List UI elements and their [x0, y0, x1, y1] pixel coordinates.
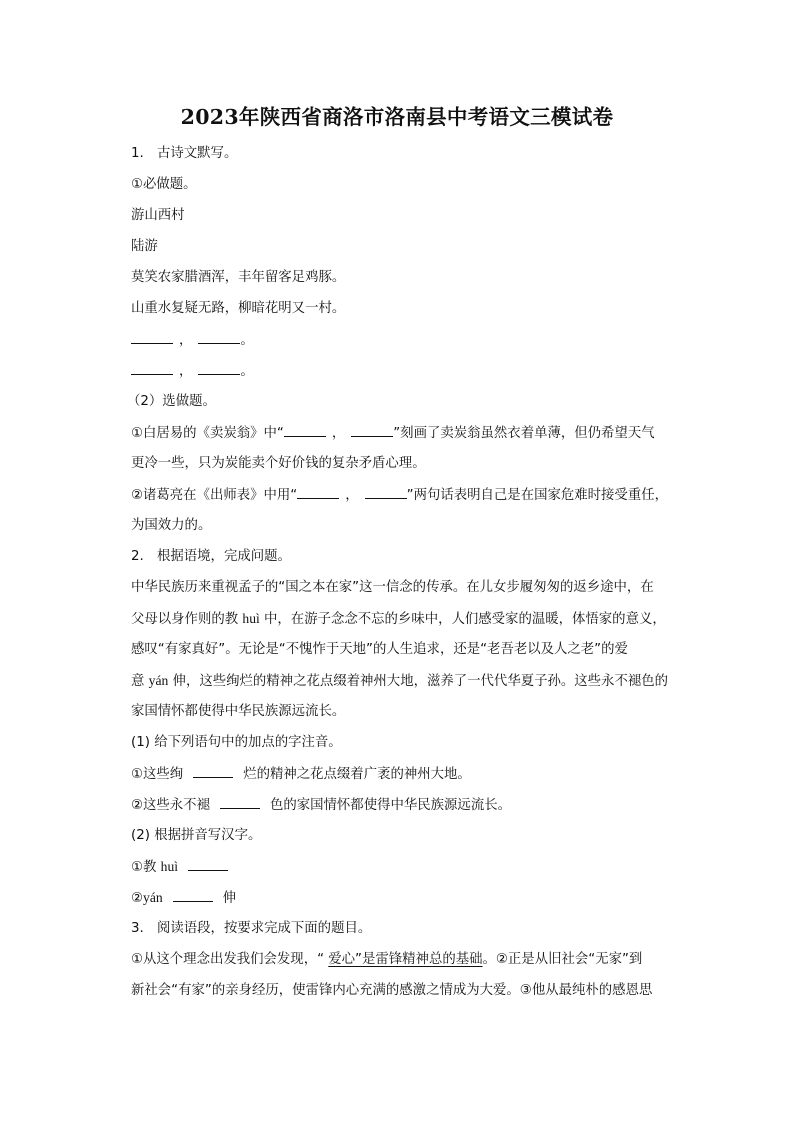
q2-para-2-a: 父母以身作则的教 [131, 612, 243, 627]
answer-blank[interactable] [193, 765, 233, 778]
sub2-b-pinyin: yán [143, 890, 163, 905]
answer-blank[interactable] [220, 796, 260, 809]
page-title: 2023年陕西省商洛市洛南县中考语文三模试卷 [180, 105, 614, 129]
pinyin-yan: yán [148, 673, 169, 688]
q2-sub2-b [131, 889, 236, 908]
q2-heading-text: 根据语境，完成问题。 [157, 549, 291, 564]
q2-para-2-b: 中，在游子念念不忘的乡味中，人们感受家的温暖，体悟家的意义， [259, 612, 666, 627]
answer-blank[interactable] [198, 331, 240, 344]
period: 。 [240, 333, 254, 348]
fill-row-2 [131, 362, 254, 381]
answer-blank[interactable] [365, 486, 407, 499]
q2-sub2-a [131, 858, 228, 877]
q2-para-4-b: 伸，这些绚烂的精神之花点缀着神州大地，滋养了一代代华夏子孙。这些永不褪色的 [168, 674, 669, 689]
answer-blank[interactable] [173, 889, 213, 902]
q2-sub1-a [131, 765, 471, 784]
sub1-a-post: 烂的精神之花点缀着广袤的神州大地。 [243, 767, 471, 782]
answer-blank[interactable] [198, 362, 240, 375]
q3-heading [131, 920, 371, 938]
item-b-pre: ②诸葛亮在《出师表》中用“ [131, 488, 298, 503]
q1-part1-label: ①必做题。 [131, 177, 197, 192]
comma: ， [331, 426, 346, 441]
q2-heading [131, 548, 291, 566]
q1-item-a [131, 424, 655, 443]
q3-line-1-b: 。②正是从旧社会“无家”到 [482, 952, 643, 967]
answer-blank[interactable] [188, 858, 228, 871]
answer-blank[interactable] [131, 331, 173, 344]
item-a-post: ”刻画了卖炭翁虽然衣着单薄，但仍希望天气 [393, 426, 655, 441]
comma: ， [345, 488, 359, 503]
q2-sub1-b [131, 796, 511, 815]
q1-item-b [131, 486, 668, 505]
q2-sub2-label: (2) 根据拼音写汉字。 [131, 828, 262, 843]
comma: ， [179, 364, 193, 379]
fill-row-1 [131, 331, 254, 350]
q3-line-1-a: ①从这个理念出发我们会发现，“ [131, 952, 329, 967]
q2-para-4-a: 意 [131, 674, 149, 689]
q2-para-4 [131, 672, 668, 691]
q2-para-5: 家国情怀都使得中华民族源远流长。 [131, 704, 346, 719]
q3-line-1 [131, 951, 642, 969]
item-b-post: ”两句话表明自己是在国家危难时接受重任， [406, 488, 668, 503]
poem-author: 陆游 [131, 239, 158, 254]
sub2-b-pre: ② [131, 891, 144, 906]
q2-sub1-label: (1) 给下列语句中的加点的字注音。 [131, 735, 342, 750]
q3-number: 3. [131, 921, 144, 936]
answer-blank[interactable] [131, 362, 173, 375]
q1-part2-label: （2）选做题。 [127, 394, 216, 409]
q1-heading [131, 145, 237, 163]
answer-blank[interactable] [284, 424, 326, 437]
q1-item-b-cont: 为国效力的。 [131, 518, 212, 533]
sub1-b-post: 色的家国情怀都使得中华民族源远流长。 [269, 798, 511, 813]
sub1-a-pre: ①这些绚 [131, 767, 184, 782]
answer-blank[interactable] [297, 486, 339, 499]
q3-heading-text: 阅读语段，按要求完成下面的题目。 [157, 921, 372, 936]
q2-para-3: 感叹“有家真好”。无论是“不愧怍于天地”的人生追求，还是“老吾老以及人之老”的爱 [131, 642, 628, 657]
q1-item-a-cont: 更冷一些，只为炭能卖个好价钱的复杂矛盾心理。 [131, 456, 426, 471]
q3-line-2: 新社会“有家”的亲身经历，使雷锋内心充满的感激之情成为大爱。③他从最纯朴的感恩思 [131, 983, 653, 998]
poem-line-2: 山重水复疑无路，柳暗花明又一村。 [131, 301, 346, 316]
comma: ， [179, 333, 193, 348]
q2-para-1: 中华民族历来重视孟子的“国之本在家”这一信念的传承。在儿女步履匆匆的返乡途中，在 [131, 580, 654, 595]
poem-line-1: 莫笑农家腊酒浑，丰年留客足鸡豚。 [131, 270, 346, 285]
sub2-a-pre: ①教 [131, 860, 161, 875]
sub2-a-pinyin: huì [160, 859, 179, 874]
pinyin-hui: huì [242, 611, 260, 626]
q3-underlined-phrase: 爱心”是雷锋精神总的基础 [328, 952, 483, 967]
q2-number: 2. [131, 549, 144, 564]
sub2-b-post: 伸 [222, 891, 237, 906]
q2-para-2 [131, 610, 666, 629]
q1-number: 1. [131, 146, 144, 161]
period: 。 [240, 364, 254, 379]
q1-heading-text: 古诗文默写。 [157, 146, 238, 161]
item-a-pre: ①白居易的《卖炭翁》中“ [131, 426, 284, 441]
poem-title: 游山西村 [131, 208, 185, 223]
answer-blank[interactable] [351, 424, 393, 437]
sub1-b-pre: ②这些永不褪 [131, 798, 210, 813]
